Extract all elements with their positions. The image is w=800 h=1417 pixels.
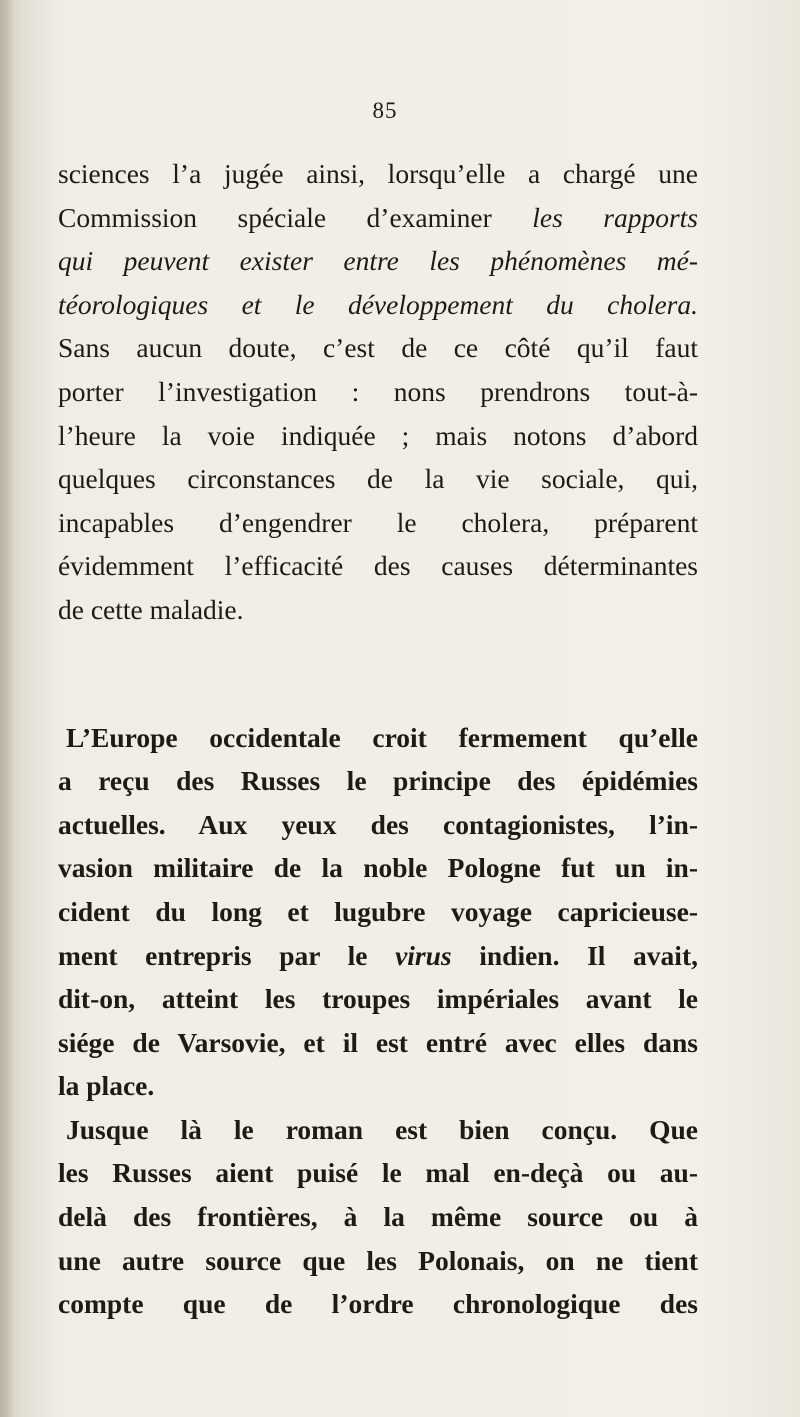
- text-line: siége de Varsovie, et il est entré avec elles dans: [58, 1026, 698, 1058]
- text-line: l’heure la voie indiquée ; mais notons d’abord: [58, 419, 698, 451]
- text-line: Commission spéciale d’examiner les rapports: [58, 201, 698, 233]
- text-line: de cette maladie.: [58, 593, 244, 625]
- text-line: les Russes aient puisé le mal en-deçà ou au-: [58, 1157, 698, 1189]
- text-line: compte que de l’ordre chronologique des: [58, 1288, 698, 1320]
- text-line: Sans aucun doute, c’est de ce côté qu’il faut: [58, 332, 698, 364]
- paragraph-1: [58, 152, 698, 632]
- text-line: une autre source que les Polonais, on ne tient: [58, 1244, 698, 1276]
- text-line: ment entrepris par le virus indien. Il avait,: [58, 939, 698, 971]
- text-line: cident du long et lugubre voyage capricieuse-: [58, 895, 698, 927]
- text-line: qui peuvent exister entre les phénomènes mé-: [58, 245, 698, 277]
- text-line: incapables d’engendrer le cholera, préparent: [58, 506, 698, 538]
- page-number: 85: [372, 98, 398, 123]
- text-line: a reçu des Russes le principe des épidémies: [58, 765, 698, 797]
- paragraph-2: [58, 716, 698, 1108]
- text-line: actuelles. Aux yeux des contagionistes, l’in-: [58, 808, 698, 840]
- text-line: vasion militaire de la noble Pologne fut un in-: [58, 852, 698, 884]
- text-line: sciences l’a jugée ainsi, lorsqu’elle a chargé une: [58, 158, 698, 189]
- text-line: évidemment l’efficacité des causes déterminantes: [58, 550, 698, 582]
- paragraph-gap: [58, 632, 698, 716]
- page-binding-edge: [0, 0, 14, 1417]
- text-line: L’Europe occidentale croit fermement qu’elle: [66, 721, 698, 753]
- paragraph-3: [58, 1108, 698, 1326]
- text-line: la place.: [58, 1070, 155, 1102]
- text-line: dit-on, atteint les troupes impériales avant le: [58, 983, 698, 1015]
- text-line: porter l’investigation : nons prendrons tout-à-: [58, 375, 698, 407]
- text-line: téorologiques et le développement du cholera.: [58, 288, 698, 320]
- body-text: [58, 152, 698, 1326]
- text-line: Jusque là le roman est bien conçu. Que: [66, 1113, 698, 1145]
- text-line: quelques circonstances de la vie sociale, qui,: [58, 463, 698, 495]
- text-line: delà des frontières, à la même source ou à: [58, 1201, 698, 1233]
